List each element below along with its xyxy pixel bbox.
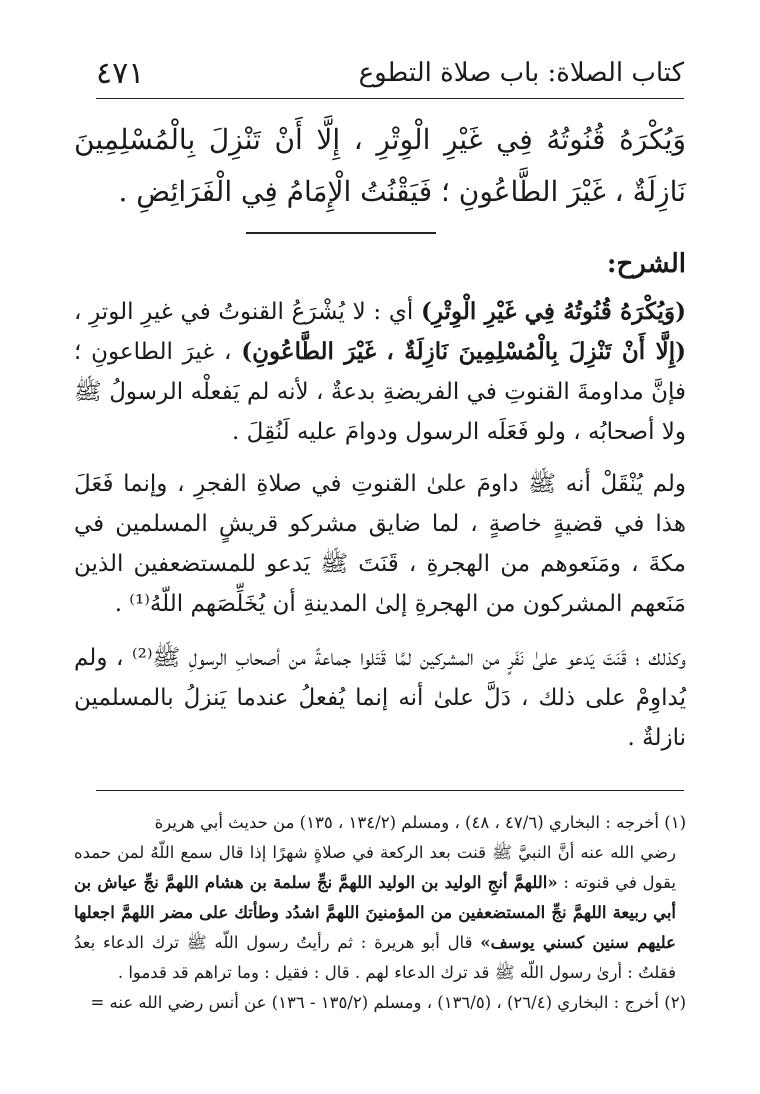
footnotes: [74, 808, 686, 1018]
matn-text: وَيُكْرَهُ قُنُوتُهُ فِي غَيْرِ الْوِتْرِ ، إِلَّا أَنْ تَنْزِلَ بِالْمُسْلِمِينَ نَازِلَةٌ ، غَيْرَ الطَّاعُونِ ؛ فَيَقْنُتُ الْإِمَامُ فِي الْفَرَائِضِ .: [74, 123, 686, 208]
commentary-text-1a: أي : لا يُشْرَعُ القنوتُ في غيرِ الوترِ ،: [74, 299, 421, 325]
page-number: ٤٧١: [96, 56, 145, 91]
footnote-1-body: [74, 838, 686, 988]
footnote-1-supplication: «اللهمَّ أنجِ الوليد بن الوليد اللهمَّ نجِّ سلمة بن هشام اللهمَّ نجِّ عياش بن أبي ربيعة اللهمَّ نجِّ المستضعفين من المؤمنينَ اللهمَّ اشدُد وطأتك على مضر اللهمَّ اجعلها عليهم سنين كسني يوسف»: [74, 873, 676, 952]
footnote-1-line-1: (١) أخرجه : البخاري (٤٧/٦ ، ٤٨) ، ومسلم (١٣٤/٢ ، ١٣٥) من حديث أبي هريرة: [154, 813, 686, 832]
footnote-2: (٢) أخرج : البخاري (٢٦/٤) ، (١٣٦/٥) ، ومسلم (١٣٥/٢ - ١٣٦) عن أنس رضي الله عنه =: [90, 993, 686, 1012]
footnote-1-text-b: قال أبو هريرة : ثم رأيتُ رسول اللّه ﷺ ترك الدعاء بعدُ فقلتُ : أرىٰ رسول اللّه ﷺ قد ترك الدعاء لهم . قال : فقيل : وما تراهم قد قدموا .: [74, 933, 676, 982]
commentary-paragraph-3: وكذلك ؛ قَنَتَ يَدعو علىٰ نَفَرٍ من المشركين لمَّا قَتَلوا جماعةً من أصحابِ الرسولِ ﷺ⁽²⁾ ، ولم يُداوِمْ على ذلك ، دَلَّ علىٰ أنه إنما يُفعلُ عندما يَنزلُ بالمسلمين نازلةٌ .: [74, 645, 686, 751]
commentary-paragraph-2: ولم يُنْقَلْ أنه ﷺ داومَ علىٰ القنوتِ في صلاةِ الفجرِ ، وإنما فَعَلَ هذا في قضيةٍ خاصةٍ ، لما ضايق مشركو قريشٍ المسلمين في مكةَ ، ومَنَعوهم من الهجرةِ ، قَنَتَ ﷺ يَدعو للمستضعفين الذين مَنَعهم المشركون من الهجرةِ إلىٰ المدينةِ أن يُخَلِّصَهم اللّهُ⁽¹⁾ .: [74, 471, 686, 617]
footnote-divider: [96, 790, 684, 791]
matn-divider: [246, 232, 436, 234]
commentary-paragraph-1: [74, 292, 686, 452]
quoted-matn-1: (وَيُكْرَهُ قُنُوتُهُ فِي غَيْرِ الْوِتْرِ): [420, 298, 686, 325]
running-title: كتاب الصلاة: باب صلاة التطوع: [358, 58, 684, 88]
page-header: [96, 52, 684, 99]
commentary-text-1b: ، غيرَ الطاعونِ ؛ فإنَّ مداومةَ القنوتِ في الفريضةِ بدعةٌ ، لأنه لم يَفعلْه الرسولُ ﷺ ولا أصحابُه ، ولو فَعَلَه الرسول ودوامَ عليه لَنُقِلَ .: [74, 339, 686, 445]
sharh-heading: الشرح:: [606, 249, 686, 279]
quoted-matn-2: (إِلَّا أَنْ تَنْزِلَ بِالْمُسْلِمِينَ نَازِلَةٌ ، غَيْرَ الطَّاعُونِ): [241, 338, 686, 365]
footnote-1-text-a: رضي الله عنه أنَّ النبيَّ ﷺ قنت بعد الركعة في صلاةٍ شهرًا إذا قال سمع اللّهُ لمن حمده يقول في قنوته :: [74, 843, 676, 892]
